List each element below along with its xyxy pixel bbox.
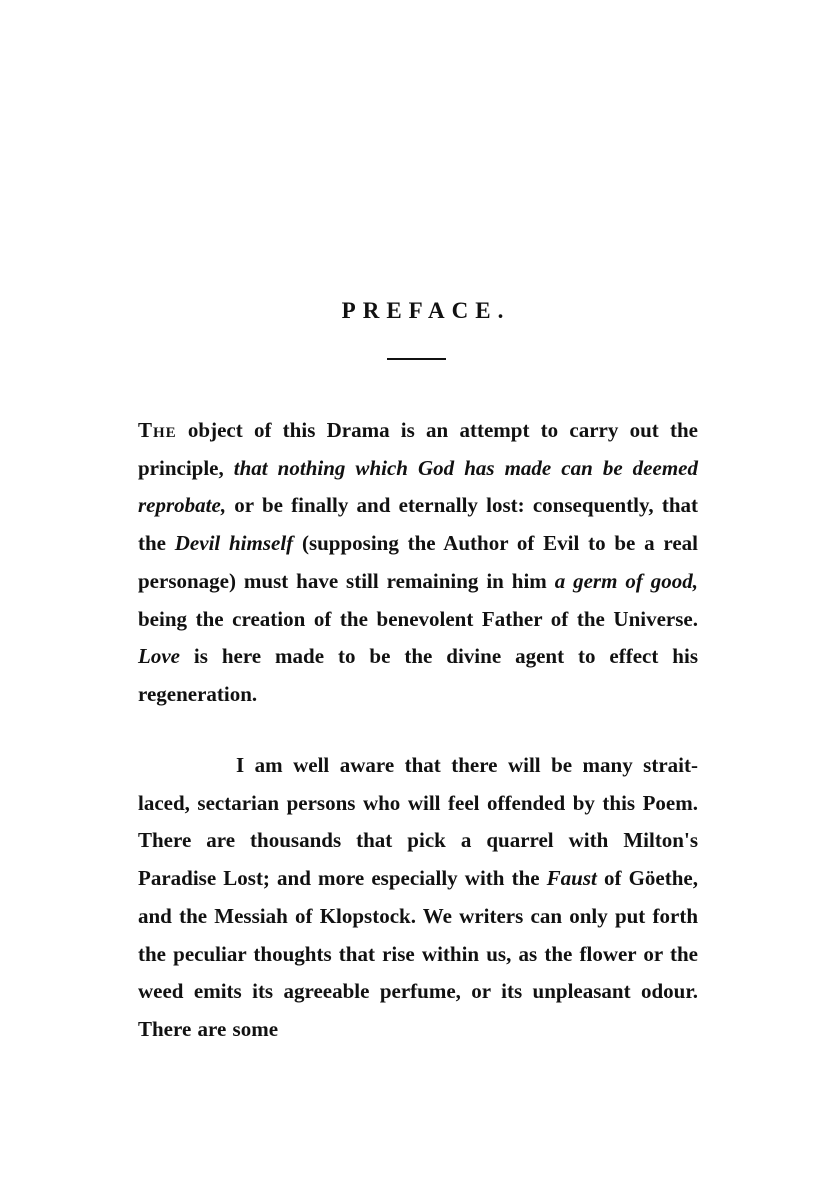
- paragraph-1-text-a: object of this Drama is an attempt to carry out the principle,: [138, 418, 698, 480]
- page-title: PREFACE.: [341, 298, 511, 323]
- paragraph-2-italic-a: Faust: [546, 866, 597, 891]
- title-divider: [387, 358, 446, 360]
- paragraph-2-text-b: of Göethe, and the Messiah of Klopstock. We writers can only put forth the peculiar thoughts that rise within us, as the flower or the weed emits its agreeable perfume, or its unpleasant odour. There are some: [138, 866, 698, 1041]
- paragraph-2-text-a: I am well aware that there will be many strait-laced, sectarian persons who will feel offended by this Poem. There are thousands that pick a quarrel with Milton's Paradise Lost; and more especially with the: [138, 753, 698, 891]
- drop-word: The: [138, 418, 177, 442]
- paragraph-1-text-b: or be finally and eternally lost: consequently, that the: [138, 493, 698, 556]
- paragraph-1-text-d: being the creation of the benevolent Father of the Universe.: [138, 606, 698, 631]
- preface-paragraph-2: [138, 747, 698, 1049]
- paragraph-1-italic-d: Love: [138, 644, 180, 669]
- paragraph-1-text-e: is here made to be the divine agent to effect his regeneration.: [138, 644, 698, 706]
- paragraph-1-italic-a: that nothing which God has made can be deemed reprobate,: [138, 455, 698, 518]
- paragraph-1-italic-c: a germ of good,: [554, 568, 698, 593]
- paragraph-1-text-c: (supposing the Author of Evil to be a real personage) must have still remaining in him: [138, 531, 698, 593]
- preface-paragraph-1: [138, 412, 698, 714]
- paragraph-1-italic-b: Devil himself: [174, 531, 294, 556]
